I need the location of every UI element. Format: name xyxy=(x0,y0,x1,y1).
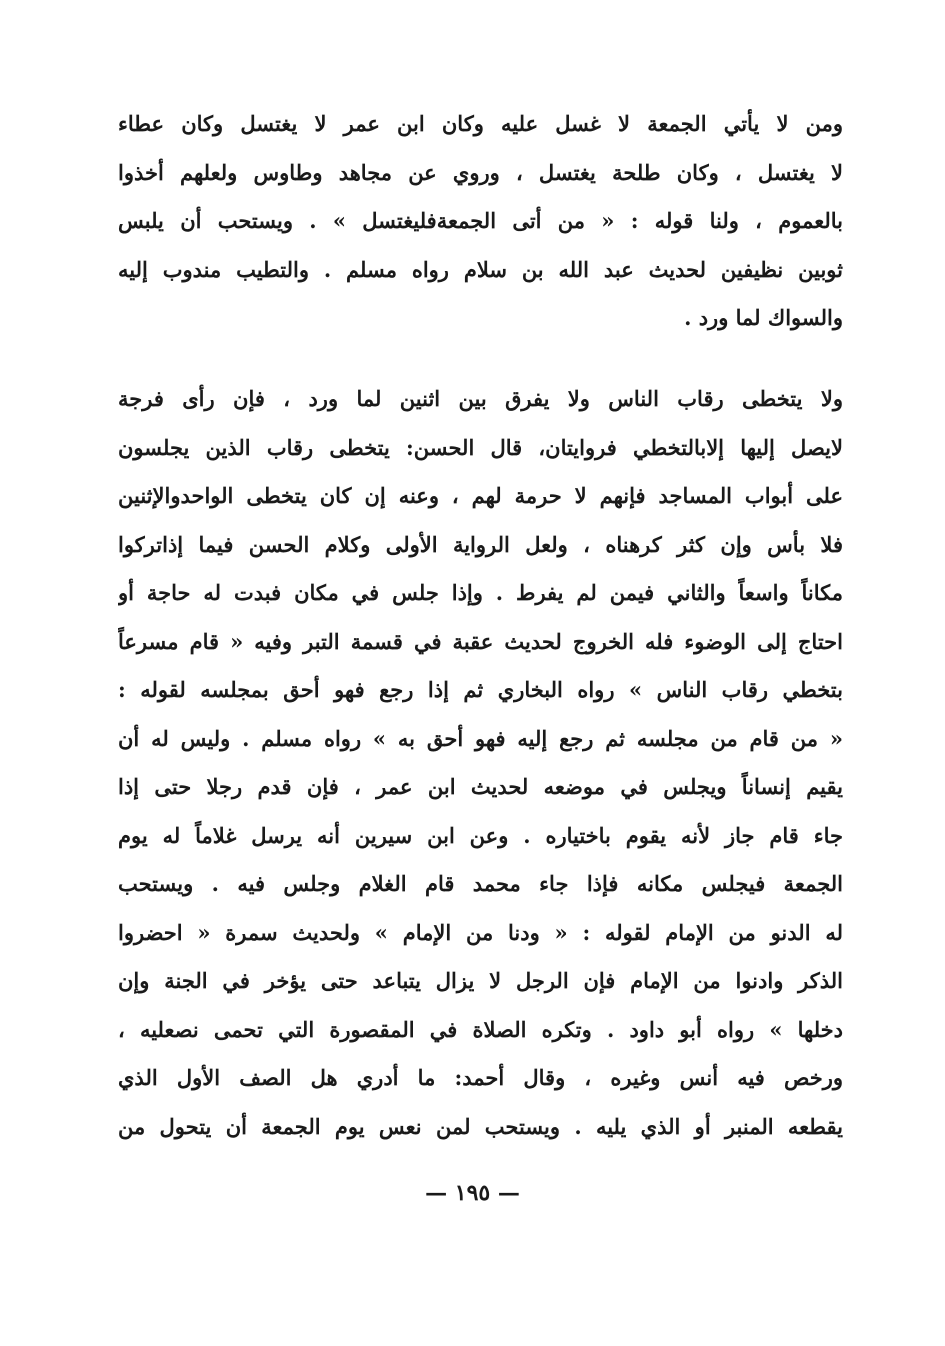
text-line: ثوبين نظيفين لحديث عبد الله بن سلام رواه مسلم . والتطيب مندوب إليه xyxy=(118,256,843,282)
text-line: الجمعة فيجلس مكانه فإذا جاء محمد قام الغلام وجلس فيه . ويستحب xyxy=(118,871,843,896)
text-line: بالعموم ، ولنا قوله : « من أتى الجمعةفليغتسل » . ويستحب أن يلبس xyxy=(118,208,843,233)
text-line: فلا بأس وإن كثر كرهناه ، ولعل الرواية الأولى وكلام الحسن فيما إذاتركوا xyxy=(118,531,843,557)
text-line: لايصل إليها إلابالتخطي فروايتان، قال الحسن: يتخطى رقاب الذين يجلسون xyxy=(118,434,843,460)
text-line: والسواك لما ورد . xyxy=(684,305,843,330)
page-number: — ١٩٥ — xyxy=(425,1180,520,1206)
text-line: ورخص فيه أنس وغيره ، وقال أحمد: ما أدري هل الصف الأول الذي xyxy=(118,1065,843,1090)
text-line: على أبواب المساجد فإنهم لا حرمة لهم ، وعنه إن كان يتخطى الواحدوالإثنين xyxy=(118,483,843,508)
text-line: احتاج إلى الوضوء فله الخروج لحديث عقبة في قسمة التبر وفيه « قام مسرعاً xyxy=(118,628,843,654)
text-line: الذكر وادنوا من الإمام فإن الرجل لا يزال يتباعد حتى يؤخر في الجنة وإن xyxy=(118,968,843,993)
text-line: « من قام من مجلسه ثم رجع إليه فهو أحق به » رواه مسلم . وليس له أن xyxy=(118,725,843,751)
text-line: دخلها » رواه أبو داود . وتكره الصلاة في المقصورة التي تحمى نصعليه ، xyxy=(118,1016,843,1042)
paragraph-2 xyxy=(118,375,843,1151)
text-line: جاء قام جاز لأنه يقوم باختياره . وعن ابن سيرين أنه يرسل غلاماً له يوم xyxy=(118,822,843,848)
text-line: يقيم إنساناً ويجلس في موضعه لحديث ابن عمر ، فإن قدم رجلا حتى إذا xyxy=(118,774,843,799)
text-line: ولا يتخطى رقاب الناس ولا يفرق بين اثنين لما ورد ، فإن رأى فرجة xyxy=(118,386,843,411)
text-line: له الدنو من الإمام لقوله : « ودنا من الإمام » ولحديث سمرة « احضروا xyxy=(118,919,843,945)
text-line: ومن لا يأتي الجمعة لا غسل عليه وكان ابن عمر لا يغتسل وكان عطاء xyxy=(118,111,843,136)
paragraph-1 xyxy=(118,100,843,343)
text-line: مكاناً واسعاً والثاني فيمن لم يفرط . وإذا جلس في مكان فبدت له حاجة أو xyxy=(118,580,843,605)
text-line: لا يغتسل ، وكان طلحة يغتسل ، وروي عن مجاهد وطاوس ولعلهم أخذوا xyxy=(118,159,843,185)
text-line: بتخطي رقاب الناس » رواه البخاري ثم إذا رجع فهو أحق بمجلسه لقوله : xyxy=(118,677,843,702)
text-line: يقطعه المنبر أو الذي يليه . ويستحب لمن نعس يوم الجمعة أن يتحول من xyxy=(118,1113,843,1139)
